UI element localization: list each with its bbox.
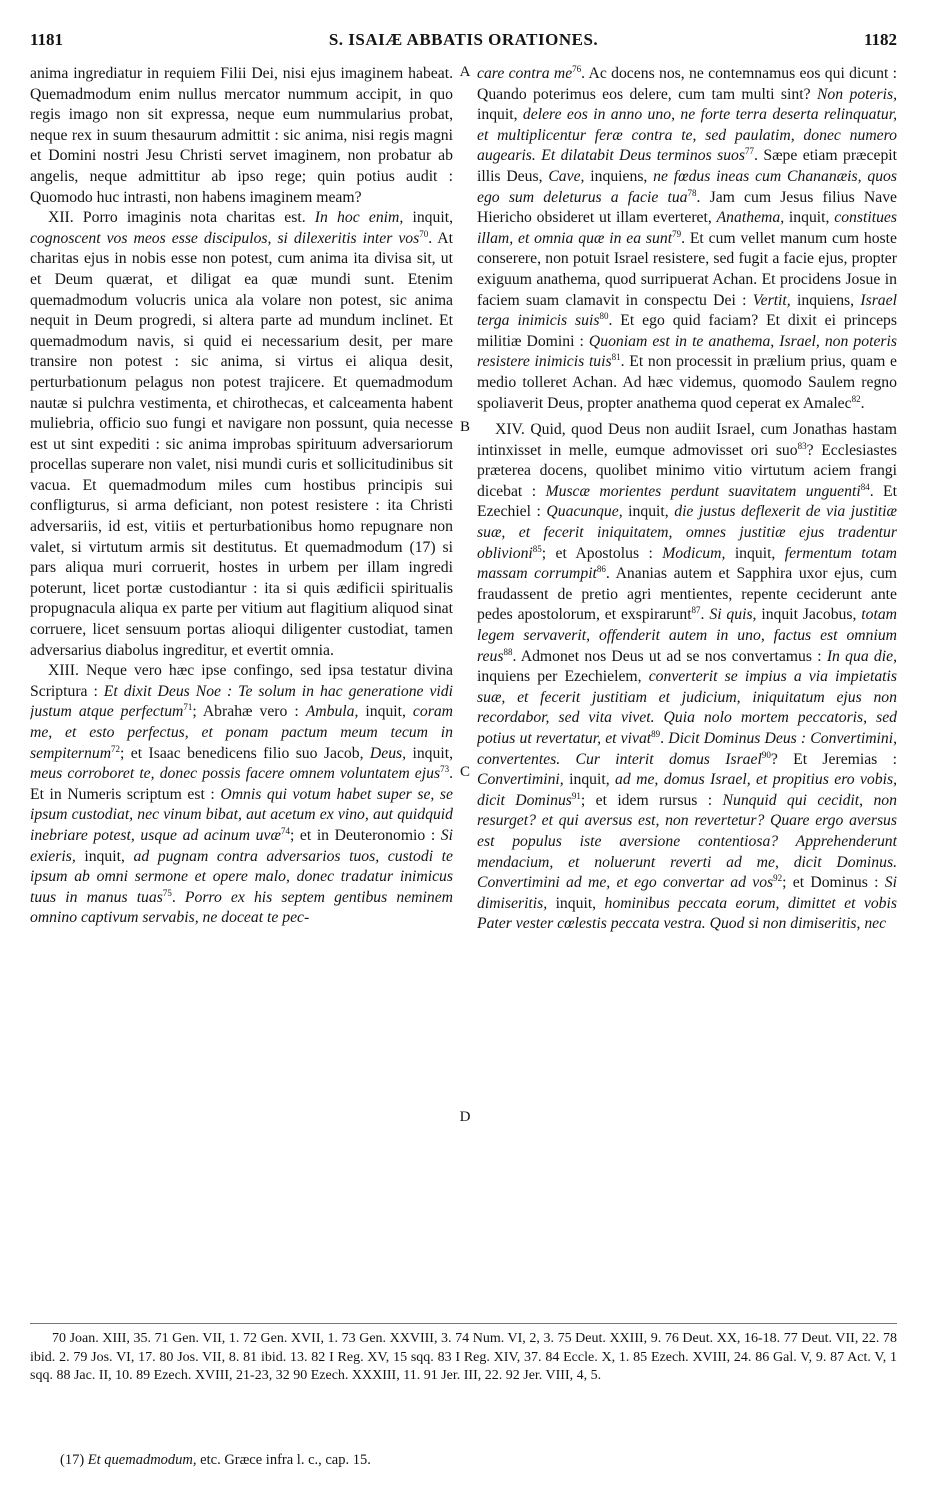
references-text: 70 Joan. XIII, 35. 71 Gen. VII, 1. 72 Gen. XVII, 1. 73 Gen. XXVIII, 3. 74 Num. VI, 2, 3. 75 Deut. XXIII, 9. 76 Deut. XX, 16-18. 77 Deut. VII, 22. 78 ibid. 2. 79 Jos. VI, 17. 80 Jos. VII, 8. 81 ibid. 13. 82 I Reg. XV, 15 sqq. 83 I Reg. XIV, 37. 84 Eccle. X, 1. 85 Ezech. XVIII, 24. 86 Gal. V, 9. 87 Act. V, 1 sqq. 88 Jac. II, 10. 89 Ezech. XVIII, 21-23, 32 90 Ezech. XXXIII, 11. 91 Jer. III, 22. 92 Jer. VIII, 4, 5. — [30, 1331, 897, 1383]
footnote-text: etc. Græce infra l. c., cap. 15. — [196, 1452, 371, 1468]
scripture-quote: care contra me — [477, 65, 573, 82]
scripture-quote: Porro ex his septem gentibus neminem omnino captivum servabis, ne doceat te pec- — [30, 888, 453, 927]
text-run: inquit, — [406, 744, 453, 762]
text-run: . Jam cum Jesus filius Nave Hiericho obsideret ut illam everteret, — [477, 188, 897, 227]
reference-number: 92 — [773, 872, 783, 883]
right-column-paragraph — [477, 420, 897, 935]
margin-letter-a: A — [459, 64, 471, 80]
left-column — [30, 64, 453, 1320]
text-run: ? Et Jeremias : — [770, 750, 897, 768]
text-run: inquit, — [477, 106, 523, 124]
margin-letter-c: C — [459, 764, 470, 780]
text-run: inquiens, — [790, 291, 861, 309]
text-run: inquit, — [358, 703, 413, 721]
scripture-quote: Quacunque, — [546, 503, 623, 521]
text-run: inquit, — [725, 544, 785, 562]
scripture-quote: Si exieris, — [30, 826, 453, 865]
text-run: . At charitas ejus in nobis esse non potest, cum anima ita divisa sit, ut et Deum quærat, et diligat ea quæ mundi sunt. Etenim quemadmodum volucris unica ala volare non potest, sic anima nequit in Deum progredi, si altera parte ad mundum inclinet. Et quemadmodum navis, si quid ei necessarium desit, per mare transire non potest : sic anima, si virtus ei aliqua desit, perturbationum pelagus non potest trajicere. Et quemadmodum nautæ si pulchra vestimenta, et chirothecas, et calceamenta habent muliebria, officio suo fungi et navigare non possunt, quia necesse est ut sint expediti : sic anima improbas spirituum adversariorum procellas superare non valet, nisi mundi curis et sollicitudinibus sit vacua. Et quemadmodum miles cum hostibus principis sui confligturus, si arma deficiant, non potest resistere : ita Christi adversariis, id est, vitiis et perturbationibus homo repugnare non valet, si virtutum armis sit destitutus. Et quemadmodum (17) si pars aliqua muri corruerit, hostes in urbem per illam ingredi poterunt, licet portæ custodiantur : ita si quis ædificii spiritualis propugnacula aliqua ex parte per vitium aut flagitium aliquod sinat corruere, licet sensuum portas alioqui diligenter custodiat, tamen adversarius diabolus ingreditur, et evertit omnia. — [30, 229, 453, 659]
scripture-quote: Modicum, — [662, 544, 726, 562]
text-run: . — [171, 888, 185, 906]
text-run: . Et in Numeris scriptum est : — [30, 765, 453, 803]
scripture-quote: ad me, domus Israel, et propitius ero vobis, dicit Dominus — [477, 771, 897, 809]
text-run: ; et Isaac benedicens filio suo Jacob, — [120, 744, 370, 762]
scripture-quote: Ambula, — [305, 703, 359, 721]
scripture-quote: In hoc enim, — [314, 209, 404, 227]
scripture-quote: constitues illam, et omnia quæ in ea sunt — [477, 209, 897, 247]
reference-number: 80 — [599, 310, 609, 321]
scripture-quote: fermentum totam massam corrumpit — [477, 544, 897, 583]
text-run: inquit, — [403, 209, 453, 227]
reference-number: 87 — [691, 605, 701, 616]
scripture-quote: totam legem servaverit, offenderit autem in uno, factus est omnium reus — [477, 606, 897, 665]
scripture-quote: Si quis, — [709, 606, 757, 624]
left-column-paragraph — [30, 661, 453, 929]
text-run: ; et idem rursus : — [580, 791, 723, 809]
scripture-quote: In qua die, — [826, 647, 897, 665]
scripture-quote: delere eos in anno uno, ne forte terra deserta relinquatur, et multiplicentur feræ contra te, sed paulatim, donec numero augearis. Et dilatabit Deus terminos suos — [477, 106, 897, 165]
scripture-quote: cognoscent vos meos esse discipulos, si dilexeritis inter vos — [30, 229, 420, 247]
reference-number: 70 — [419, 228, 429, 239]
reference-number: 85 — [532, 543, 542, 554]
text-run: . Ac docens nos, ne contemnamus eos qui dicunt : Quando poterimus eos delere, cum tam multi sint? — [477, 65, 897, 103]
text-run: ; et Dominus : — [782, 874, 885, 892]
scripture-references — [30, 1330, 897, 1422]
scripture-quote: Si dimiseritis, — [477, 874, 897, 912]
reference-number: 83 — [797, 440, 807, 451]
text-run: XIII. Neque vero hæc ipse confingo, sed ipsa testatur divina Scriptura : — [30, 662, 453, 700]
scripture-quote: Convertimini, — [477, 771, 564, 789]
reference-number: 81 — [611, 352, 621, 363]
scripture-quote: Quoniam est in te anathema, Israel, non poteris resistere inimicis tuis — [477, 332, 897, 371]
scripture-quote: Dicit Dominus Deus : Convertimini, convertentes. Cur interit domus Israel — [477, 730, 897, 768]
scripture-quote: ne fœdus ineas cum Chananæis, quos ego sum deleturus a facie tua — [477, 167, 897, 206]
reference-number: 71 — [183, 702, 193, 713]
reference-number: 90 — [761, 749, 771, 760]
text-run: inquiens per Ezechielem, — [477, 668, 649, 686]
text-run: . Admonet nos Deus ut ad se nos convertamus : — [512, 647, 827, 665]
scripture-quote: Anathema, — [716, 209, 785, 227]
left-column-paragraph — [30, 208, 453, 661]
scripture-quote: Deus, — [369, 744, 407, 762]
text-run: . — [700, 606, 710, 624]
text-run: inquit Jacobus, — [756, 606, 862, 624]
scripture-quote: Non poteris, — [816, 85, 897, 103]
reference-number: 72 — [111, 743, 121, 754]
margin-letter-d: D — [459, 1109, 471, 1125]
scripture-quote: Israel terga inimicis suis — [477, 291, 897, 330]
scripture-quote: die justus deflexerit de via justitiæ suæ, et fecerit iniquitatem, omnes justitiæ ejus tradentur oblivioni — [477, 503, 897, 562]
reference-number: 84 — [860, 481, 870, 492]
reference-number: 75 — [162, 887, 172, 898]
text-run: inquiens, — [584, 167, 654, 185]
reference-number: 76 — [572, 64, 582, 74]
reference-number: 91 — [571, 790, 581, 801]
text-run: XIV. Quid, quod Deus non audiit Israel, cum Jonathas hastam intinxisset in melle, eumque admovisset ori suo — [477, 421, 897, 459]
reference-number: 88 — [503, 646, 513, 657]
text-run: . Et non processit in prælium prius, quam e medio tolleret Achan. Ad hæc videmus, quomodo Saulem regno spoliaverit Deus, propter anathema quod ceperat ex Amalec — [477, 353, 897, 412]
text-run: inquit, — [547, 894, 605, 912]
right-column — [477, 64, 897, 1320]
text-run: . — [660, 730, 669, 747]
footnote-rule — [30, 1323, 897, 1324]
scripture-quote: Omnis qui votum habet super se, se ipsum custodiat, nec vinum bibat, aut acetum ex vino, aut quidquid inebriare potest, usque ad acinum uvæ — [30, 785, 453, 844]
scripture-quote: hominibus peccata eorum, dimittet et vobis Pater vester cœlestis peccata vestra. Quod si non dimiseritis, nec — [477, 894, 897, 933]
text-run: inquit, — [75, 847, 134, 865]
footnote-italic: Et quemadmodum, — [87, 1452, 197, 1468]
reference-number: 89 — [651, 728, 661, 739]
running-title: S. ISAIÆ ABBATIS ORATIONES. — [328, 30, 599, 49]
text-run: ; et in Deuteronomio : — [289, 826, 441, 844]
scripture-quote: meus corroboret te, donec possis facere omnem voluntatem ejus — [30, 765, 441, 783]
reference-number: 82 — [851, 393, 861, 404]
scripture-quote: Et dixit Deus Noe : Te solum in hac generatione vidi justum atque perfectum — [30, 682, 453, 721]
reference-number: 77 — [745, 146, 755, 157]
text-run: . — [860, 394, 865, 412]
footnote-mark: (17) — [60, 1452, 85, 1468]
reference-number: 78 — [687, 187, 697, 198]
left-column-paragraph — [30, 64, 453, 208]
page-header — [30, 30, 897, 56]
scripture-quote: Muscæ morientes perdunt suavitatem unguenti — [545, 482, 861, 500]
scripture-quote: Cave, — [548, 167, 585, 185]
text-run: ? Ecclesiastes præterea docens, quolibet minimo vitio virtutum aciem frangi dicebat : — [477, 441, 897, 500]
text-run: . Et Ezechiel : — [477, 482, 897, 521]
text-run: inquit, — [563, 771, 616, 789]
reference-number: 74 — [280, 825, 290, 836]
page-number-right: 1182 — [863, 30, 897, 49]
text-run: inquit, — [784, 209, 835, 227]
reference-number: 73 — [440, 763, 450, 774]
text-run: . Et ego quid faciam? Et dixit ei princeps militiæ Domini : — [477, 312, 897, 350]
translator-footnote — [60, 1450, 897, 1474]
text-run: XII. Porro imaginis nota charitas est. — [48, 209, 315, 227]
text-run: . Ananias autem et Sapphira uxor ejus, cum fraudassent de pretio agri mentientes, repente ceciderunt ante pedes apostolorum, et exspirarunt — [477, 565, 897, 624]
text-run: ; Abrahæ vero : — [192, 703, 306, 721]
text-run: . Et cum vellet manum cum hoste conserere, non potuit Israel resistere, sed fugit a facie ejus, propter exiguum anathema, quod surripuerat Achan. Et procidens Josue in faciem suam clamavit in conspectu Dei : — [477, 229, 897, 309]
scripture-quote: Vertit, — [752, 291, 791, 309]
right-column-paragraph — [477, 64, 897, 414]
page-number-left: 1181 — [30, 30, 64, 49]
reference-number: 86 — [596, 564, 606, 575]
text-run: anima ingrediatur in requiem Filii Dei, nisi ejus imaginem habeat. Quemadmodum enim nullus mercator nummum accipit, in quo regis imago non sit expressa, neque eum nummularius probat, neque rex in suum thesaurum admittit : sic anima, nisi regis magni et Domini nostri Jesu Christi servet imaginem, non probatur ab angelis, neque admittitur ab ipso rege; quin potius audit : Quomodo huc intrasti, non habens imaginem meam? — [30, 65, 453, 206]
margin-letter-b: B — [459, 419, 470, 435]
text-run: inquit, — [622, 503, 675, 521]
scripture-quote: converterit se impius a via impietatis suæ, et fecerit justitiam et judicium, iniquitatum ejus non recordabor, sed vita vivet. Quia nolo mortem peccatoris, sed potius ut revertatur, et vivat — [477, 668, 897, 747]
scripture-quote: Nunquid qui cecidit, non resurget? et qui aversus est, non revertetur? Quare ergo aversus est populus iste aversione contentiosa? Apprehenderunt mendacium, et noluerunt reverti ad me, dicit Dominus. Convertimini ad me, et ego convertar ad vos — [477, 791, 897, 892]
text-run: ; et Apostolus : — [541, 544, 663, 562]
reference-number: 79 — [672, 228, 682, 239]
scripture-quote: ad pugnam contra adversarios tuos, custodi te ipsum ab omni sermone et opere malo, donec tradatur inimicus tuus in manus tuas — [30, 847, 453, 906]
text-run: . Sæpe etiam præcepit illis Deus, — [477, 147, 897, 185]
scripture-quote: coram me, et esto perfectus, et ponam pactum meum tecum in sempiternum — [30, 703, 453, 762]
